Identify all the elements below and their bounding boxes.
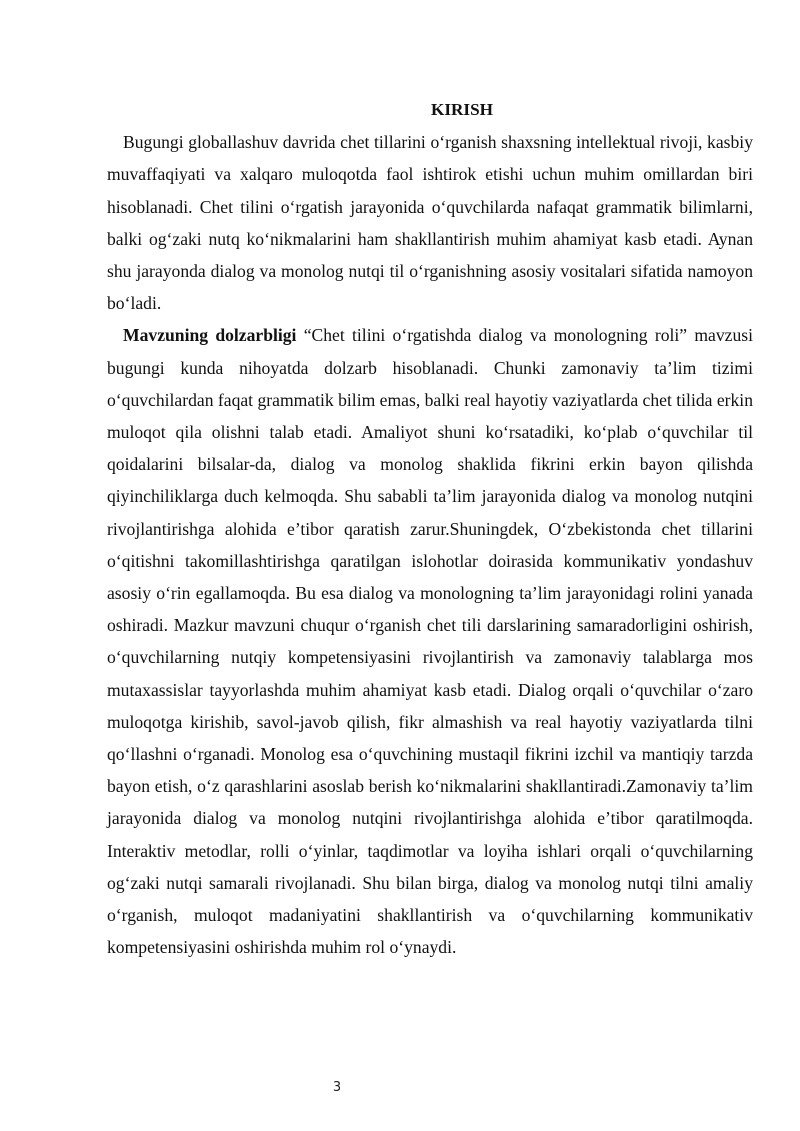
document-body xyxy=(107,94,753,963)
relevance-lead: Mavzuning dolzarbligi xyxy=(123,325,297,346)
relevance-paragraph xyxy=(107,319,753,963)
relevance-body: “Chet tilini o‘rgatishda dialog va monologning roli” mavzusi bugungi kunda nihoyatda dolzarb hisoblanadi. Chunki zamonaviy ta’lim tizimi o‘quvchilardan faqat grammatik bilim emas, balki real hayotiy vaziyatlarda chet tilida erkin muloqot qila olishni talab etadi. Amaliyot shuni ko‘rsatadiki, ko‘plab o‘quvchilar til qoidalarini bilsalar-da, dialog va monolog shaklida fikrini erkin bayon qilishda qiyinchiliklarga duch kelmoqda. Shu sababli ta’lim jarayonida dialog va monolog nutqini rivojlantirishga alohida e’tibor qaratish zarur.Shuningdek, O‘zbekistonda chet tillarini o‘qitishni takomillashtirishga qaratilgan islohotlar doirasida kommunikativ yondashuv asosiy o‘rin egallamoqda. Bu esa dialog va monologning ta’lim jarayonidagi rolini yanada oshiradi. Mazkur mavzuni chuqur o‘rganish chet tili darslarining samaradorligini oshirish, o‘quvchilarning nutqiy kompetensiyasini rivojlantirish va zamonaviy talablarga mos mutaxassislar tayyorlashda muhim ahamiyat kasb etadi. Dialog orqali o‘quvchilar o‘zaro muloqotga kirishib, savol-javob qilish, fikr almashish va real hayotiy vaziyatlarda tilni qo‘llashni o‘rganadi. Monolog esa o‘quvchining mustaqil fikrini izchil va mantiqiy tarzda bayon etish, o‘z qarashlarini asoslab berish ko‘nikmalarini shakllantiradi.Zamonaviy ta’lim jarayonida dialog va monolog nutqini rivojlantirishga alohida e’tibor qaratilmoqda. Interaktiv metodlar, rolli o‘yinlar, taqdimotlar va loyiha ishlari orqali o‘quvchilarning og‘zaki nutqi samarali rivojlanadi. Shu bilan birga, dialog va monolog nutqi tilni amaliy o‘rganish, muloqot madaniyatini shakllantirish va o‘quvchilarning kommunikativ kompetensiyasini oshirishda muhim rol o‘ynaydi. xyxy=(107,325,753,958)
page-number: 3 xyxy=(332,1080,342,1095)
section-heading: KIRISH xyxy=(430,100,494,119)
intro-paragraph: Bugungi globallashuv davrida chet tillarini o‘rganish shaxsning intellektual rivoji, kasbiy muvaffaqiyati va xalqaro muloqotda faol ishtirok etishi uchun muhim omillardan biri hisoblanadi. Chet tilini o‘rgatish jarayonida o‘quvchilarda nafaqat grammatik bilimlarni, balki og‘zaki nutq ko‘nikmalarini ham shakllantirish muhim ahamiyat kasb etadi. Aynan shu jarayonda dialog va monolog nutqi til o‘rganishning asosiy vositalari sifatida namoyon bo‘ladi. xyxy=(107,132,753,314)
